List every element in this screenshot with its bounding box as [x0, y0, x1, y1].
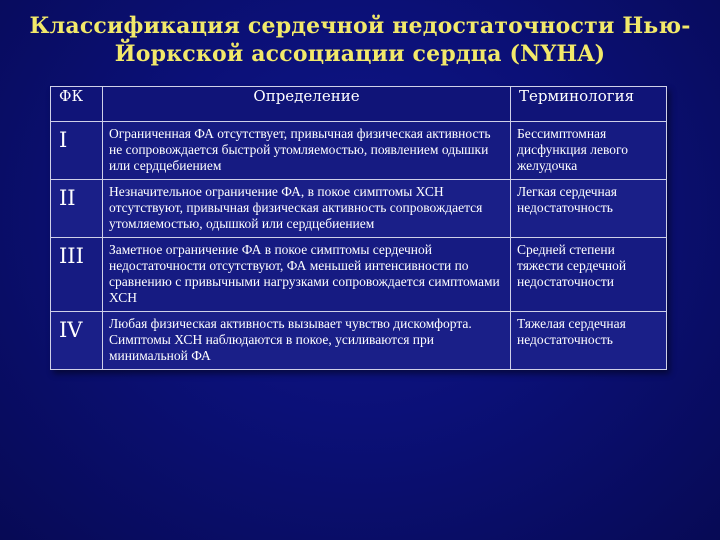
header-definition: Определение — [103, 87, 511, 122]
terminology-cell: Тяжелая сердечная недостаточность — [511, 312, 667, 370]
definition-cell: Заметное ограничение ФА в покое симптомы сердечной недостаточности отсутствуют, ФА меньшей интенсивности по сравнению с привычными нагрузками сопровождается симптомами ХСН — [103, 238, 511, 312]
fk-class-cell: II — [51, 180, 103, 238]
nyha-classification-table — [50, 86, 667, 370]
fk-class-cell: III — [51, 238, 103, 312]
definition-cell: Ограниченная ФА отсутствует, привычная физическая активность не сопровождается быстрой утомляемостью, появлением одышки или сердцебиением — [103, 122, 511, 180]
fk-class-cell: I — [51, 122, 103, 180]
fk-class-cell: IV — [51, 312, 103, 370]
definition-cell: Любая физическая активность вызывает чувство дискомфорта. Симптомы ХСН наблюдаются в покое, усиливаются при минимальной ФА — [103, 312, 511, 370]
page-title: Классификация сердечной недостаточности Нью-Йоркской ассоциации сердца (NYHA) — [29, 13, 691, 67]
table-header-row — [51, 87, 667, 122]
terminology-cell: Легкая сердечная недостаточность — [511, 180, 667, 238]
table-row — [51, 180, 667, 238]
table-row — [51, 122, 667, 180]
table-row — [51, 312, 667, 370]
header-terminology: Терминология — [511, 87, 667, 122]
table-row — [51, 238, 667, 312]
terminology-cell: Бессимптомная дисфункция левого желудочка — [511, 122, 667, 180]
header-fk: ФК — [51, 87, 103, 122]
terminology-cell: Средней степени тяжести сердечной недостаточности — [511, 238, 667, 312]
definition-cell: Незначительное ограничение ФА, в покое симптомы ХСН отсутствуют, привычная физическая активность сопровождается утомляемостью, одышкой или сердцебиением — [103, 180, 511, 238]
